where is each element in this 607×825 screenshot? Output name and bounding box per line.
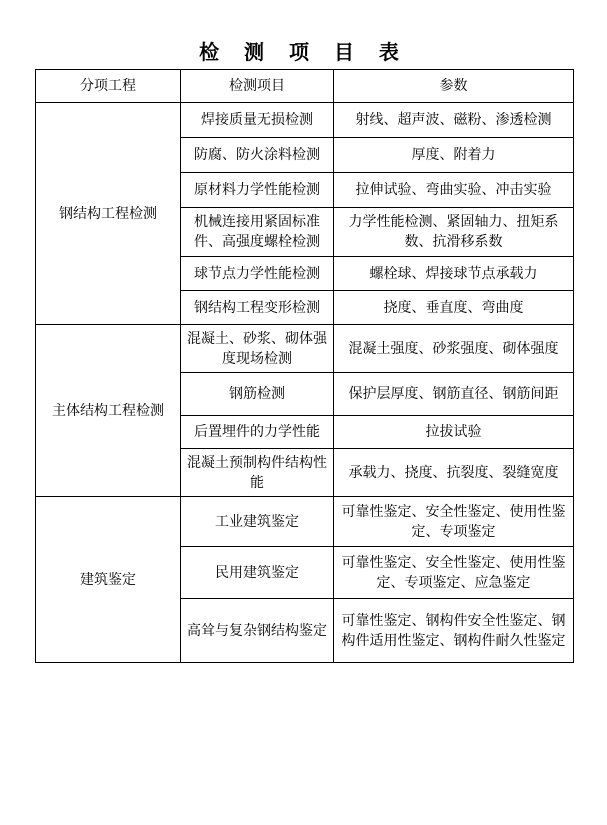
param-cell: 射线、超声波、磁粉、渗透检测 [334, 103, 574, 138]
header-cell-division: 分项工程 [36, 70, 181, 103]
param-cell: 承载力、挠度、抗裂度、裂缝宽度 [334, 449, 574, 497]
table-row [36, 103, 574, 138]
param-cell: 螺栓球、焊接球节点承载力 [334, 257, 574, 291]
item-cell: 球节点力学性能检测 [181, 257, 334, 291]
item-cell: 高耸与复杂钢结构鉴定 [181, 599, 334, 663]
item-cell: 工业建筑鉴定 [181, 497, 334, 547]
group-cell-building-appraisal: 建筑鉴定 [36, 497, 181, 663]
header-cell-param: 参数 [334, 70, 574, 103]
param-cell: 挠度、垂直度、弯曲度 [334, 291, 574, 325]
param-cell: 拉拔试验 [334, 416, 574, 449]
item-cell: 钢结构工程变形检测 [181, 291, 334, 325]
table-row [36, 325, 574, 373]
param-cell: 保护层厚度、钢筋直径、钢筋间距 [334, 373, 574, 416]
group-cell-steel: 钢结构工程检测 [36, 103, 181, 325]
header-row [36, 70, 574, 103]
param-cell: 力学性能检测、紧固轴力、扭矩系数、抗滑移系数 [334, 208, 574, 257]
item-cell: 机械连接用紧固标准件、高强度螺栓检测 [181, 208, 334, 257]
param-cell: 混凝土强度、砂浆强度、砌体强度 [334, 325, 574, 373]
item-cell: 钢筋检测 [181, 373, 334, 416]
param-cell: 可靠性鉴定、安全性鉴定、使用性鉴定、专项鉴定 [334, 497, 574, 547]
item-cell: 防腐、防火涂料检测 [181, 138, 334, 173]
inspection-table [35, 69, 574, 663]
param-cell: 可靠性鉴定、安全性鉴定、使用性鉴定、专项鉴定、应急鉴定 [334, 547, 574, 599]
table-row [36, 497, 574, 547]
page-title: 检 测 项 目 表 [199, 40, 408, 64]
item-cell: 民用建筑鉴定 [181, 547, 334, 599]
header-cell-item: 检测项目 [181, 70, 334, 103]
param-cell: 厚度、附着力 [334, 138, 574, 173]
param-cell: 可靠性鉴定、钢构件安全性鉴定、钢构件适用性鉴定、钢构件耐久性鉴定 [334, 599, 574, 663]
item-cell: 原材料力学性能检测 [181, 173, 334, 208]
item-cell: 后置埋件的力学性能 [181, 416, 334, 449]
item-cell: 混凝土、砂浆、砌体强度现场检测 [181, 325, 334, 373]
param-cell: 拉伸试验、弯曲实验、冲击实验 [334, 173, 574, 208]
group-cell-main-structure: 主体结构工程检测 [36, 325, 181, 497]
item-cell: 焊接质量无损检测 [181, 103, 334, 138]
item-cell: 混凝土预制构件结构性能 [181, 449, 334, 497]
